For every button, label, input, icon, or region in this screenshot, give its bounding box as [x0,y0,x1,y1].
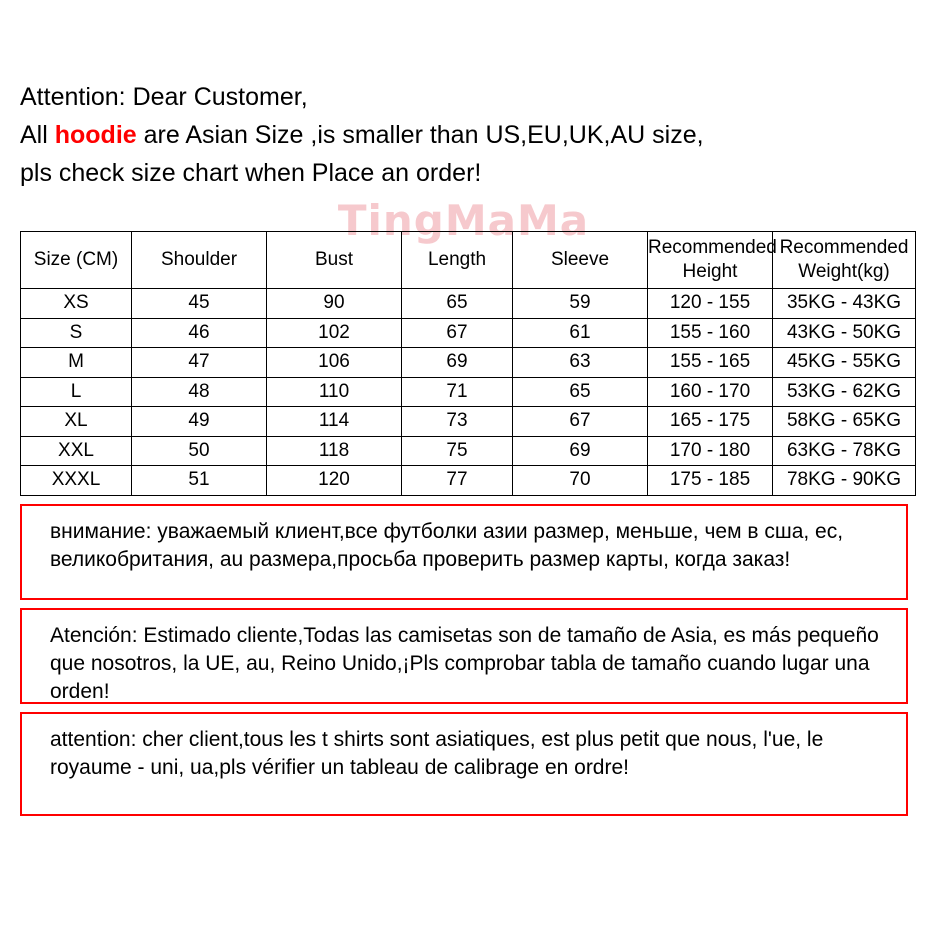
cell-bust: 106 [267,348,402,378]
cell-sleeve: 63 [513,348,648,378]
note-text-russian: внимание: уважаемый клиент,все футболки азии размер, меньше, чем в сша, ес, великобритания, au размера,просьба проверить размер карты, когда заказ! [50,520,844,571]
heading-highlight-hoodie: hoodie [54,121,137,149]
cell-weight: 78KG - 90KG [773,466,916,496]
table-row [21,318,916,348]
cell-height: 160 - 170 [648,377,773,407]
cell-length: 71 [402,377,513,407]
table-row [21,466,916,496]
cell-shoulder: 51 [132,466,267,496]
note-text-french: attention: cher client,tous les t shirts sont asiatiques, est plus petit que nous, l'ue, le royaume - uni, ua,pls vérifier un tableau de calibrage en ordre! [50,728,824,779]
cell-height: 120 - 155 [648,289,773,319]
cell-length: 75 [402,436,513,466]
cell-weight: 58KG - 65KG [773,407,916,437]
brand-watermark: TingMaMa [337,196,590,245]
cell-length: 77 [402,466,513,496]
table-row [21,377,916,407]
cell-length: 65 [402,289,513,319]
cell-bust: 102 [267,318,402,348]
note-box-russian [20,504,908,600]
cell-size: XXL [21,436,132,466]
table-row [21,348,916,378]
cell-sleeve: 61 [513,318,648,348]
cell-shoulder: 50 [132,436,267,466]
heading-line-2-prefix: All [20,121,55,149]
cell-height: 165 - 175 [648,407,773,437]
cell-size: S [21,318,132,348]
cell-shoulder: 49 [132,407,267,437]
note-box-french [20,712,908,816]
cell-height: 155 - 160 [648,318,773,348]
header-sleeve: Sleeve [513,232,648,289]
heading-line-3: pls check size chart when Place an order! [20,159,482,187]
note-text-spanish: Atención: Estimado cliente,Todas las camisetas son de tamaño de Asia, es más pequeño que nosotros, la UE, au, Reino Unido,¡Pls comprobar tabla de tamaño cuando lugar una orden! [50,624,879,703]
cell-sleeve: 67 [513,407,648,437]
cell-size: XL [21,407,132,437]
cell-weight: 43KG - 50KG [773,318,916,348]
cell-shoulder: 46 [132,318,267,348]
table-row [21,407,916,437]
cell-weight: 35KG - 43KG [773,289,916,319]
cell-bust: 120 [267,466,402,496]
cell-bust: 114 [267,407,402,437]
cell-sleeve: 59 [513,289,648,319]
cell-size: M [21,348,132,378]
heading-line-2 [20,116,910,154]
cell-shoulder: 45 [132,289,267,319]
attention-heading [20,78,910,192]
translated-notes [20,504,908,824]
cell-size: XS [21,289,132,319]
cell-size: XXXL [21,466,132,496]
header-recommended-weight: Recommended Weight(kg) [773,232,916,289]
heading-line-2-suffix: are Asian Size ,is smaller than US,EU,UK,AU size, [136,121,704,149]
cell-bust: 110 [267,377,402,407]
cell-sleeve: 70 [513,466,648,496]
cell-sleeve: 65 [513,377,648,407]
cell-sleeve: 69 [513,436,648,466]
header-length: Length [402,232,513,289]
header-recommended-height: Recommended Height [648,232,773,289]
header-size: Size (CM) [21,232,132,289]
cell-height: 155 - 165 [648,348,773,378]
table-body [21,289,916,496]
table-row [21,289,916,319]
cell-length: 73 [402,407,513,437]
table-row [21,436,916,466]
header-shoulder: Shoulder [132,232,267,289]
cell-height: 170 - 180 [648,436,773,466]
cell-size: L [21,377,132,407]
header-bust: Bust [267,232,402,289]
note-box-spanish [20,608,908,704]
cell-weight: 63KG - 78KG [773,436,916,466]
cell-bust: 118 [267,436,402,466]
cell-weight: 53KG - 62KG [773,377,916,407]
heading-line-1: Attention: Dear Customer, [20,83,308,111]
table-header [21,232,916,289]
table-header-row [21,232,916,289]
cell-length: 69 [402,348,513,378]
cell-weight: 45KG - 55KG [773,348,916,378]
size-chart-table [20,231,916,496]
cell-length: 67 [402,318,513,348]
cell-bust: 90 [267,289,402,319]
cell-height: 175 - 185 [648,466,773,496]
cell-shoulder: 48 [132,377,267,407]
cell-shoulder: 47 [132,348,267,378]
